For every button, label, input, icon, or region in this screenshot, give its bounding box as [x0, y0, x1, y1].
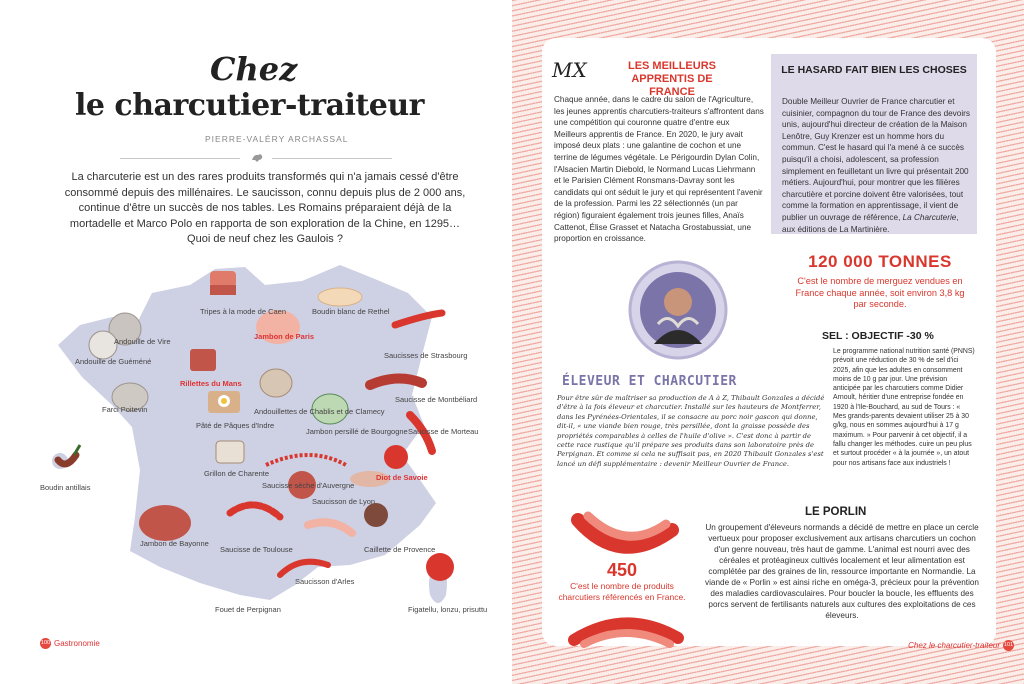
map-label-tripes: Tripes à la mode de Caen: [200, 307, 287, 316]
divider-right: [272, 158, 392, 159]
map-label-jambon-paris: Jambon de Paris: [254, 332, 315, 341]
france-map: [40, 255, 488, 635]
sausage-illustration-bottom: [566, 614, 686, 648]
stat-merguez: [788, 252, 972, 311]
title-line-2: le charcutier-traiteur: [75, 88, 424, 123]
rooster-icon: [250, 152, 264, 163]
sel-title: SEL : OBJECTIF -30 %: [822, 330, 934, 342]
map-label-saucisse-montbeliard: Saucisse de Montbéliard: [395, 395, 478, 404]
map-label-rillettes-mans: Rillettes du Mans: [180, 379, 242, 388]
footer-section-left: Gastronomie: [54, 639, 100, 648]
eleveur-title: ÉLEVEUR ET CHARCUTIER: [562, 374, 737, 389]
hasard-text-main: Double Meilleur Ouvrier de France charcutier et cuisinier, compagnon du tour de France des devoirs unis, aujourd'hui directeur de création de la Maison Lenôtre, Guy Krenzer est un homme hors du commun. C'est le hasard qui l'a mené à ce succès puisqu'il a choisi, adolescent, sa profession simplement en feuilletant un livre qui présentait 200 métiers. Aujourd'hui, pour montrer que les filières charcutière et porcine doivent être valorisées, tout comme la formation en apprentissage, il vient de publier un ouvrage de référence,: [782, 97, 970, 222]
map-label-diot-savoie: Diot de Savoie: [376, 473, 428, 482]
map-label-jambon-persille: Jambon persillé de Bourgogne: [306, 427, 408, 436]
author-byline: PIERRE-VALÉRY ARCHASSAL: [205, 134, 349, 144]
footer-left: [40, 638, 100, 649]
hasard-text: [782, 96, 972, 235]
map-label-saucisses-strasbourg: Saucisses de Strasbourg: [384, 351, 468, 360]
map-label-farci-poitevin: Farci Poitevin: [102, 405, 148, 414]
title-line-1: Chez: [210, 50, 298, 88]
map-label-boudin-antillais: Boudin antillais: [40, 483, 91, 492]
map-label-pate-paques: Pâté de Pâques d'Indre: [196, 421, 275, 430]
sel-text: Le programme national nutrition santé (PNNS) prévoit une réduction de 30 % de sel d'ici 2025, afin que les adultes en consomment moins de 10 g par jour. Une prévision anticipée par les charcutiers comme Didier Arnoult, héritier d'une entreprise fondée en 1920 à l'Ile-Bouchard, au sud de Tours : « Mes grands-parents devaient utiliser 25 à 30 g/kg, nous en sommes aujourd'hui à 17 g maximum. » Pour parvenir à cet objectif, il a fallu changer les méthodes. cuire un peu plus et surtout procéder « à la journée », un atout pour nos artisans face aux industriels !: [833, 348, 975, 467]
right-page: [512, 0, 1024, 684]
map-label-figatellu: Figatellu, lonzu, prisuttu: [408, 605, 488, 614]
map-label-saucisse-auvergne: Saucisse sèche d'Auvergne: [262, 481, 355, 490]
map-label-saucisson-lyon: Saucisson de Lyon: [312, 497, 376, 506]
mx-logo: MX: [552, 58, 587, 82]
eleveur-text: Pour être sûr de maîtriser sa production de A à Z, Thibault Gonzales a décidé d'être à la fois éleveur et charcutier. Installé sur les hauteurs de Montferrer, dans les Pyrénées-Orientales, il se consacre au porc noir gascon qui donne, dit-il, « une viande bien rouge, très persillée, dont la graisse possède des propriétés comparables à celles de l'huile d'olive ». C'est donc à partir de cette race rustique qu'il prépare ses produits dans son laboratoire près de Perpignan. Et comme si cela ne suffisait pas, en 2020 Thibault Gonzales s'est lancé un défi supplémentaire : devenir Meilleur Ouvrier de France.: [557, 394, 825, 468]
hasard-book-title: La Charcuterie: [902, 212, 957, 222]
divider-left: [120, 158, 240, 159]
footer-right: [908, 640, 1014, 651]
map-label-saucisse-toulouse: Saucisse de Toulouse: [220, 545, 293, 554]
map-label-andouille-vire: Andouille de Vire: [114, 337, 171, 346]
stat-produits-value: 450: [606, 560, 638, 580]
map-label-caillette-provence: Caillette de Provence: [364, 545, 436, 554]
sausage-illustration-top: [570, 510, 680, 562]
map-label-saucisson-arles: Saucisson d'Arles: [295, 577, 355, 586]
map-label-fouet-perpignan: Fouet de Perpignan: [215, 605, 281, 614]
porlin-text: Un groupement d'éleveurs normands a décidé de mettre en place un cercle vertueux pour proposer exclusivement aux artisans charcutiers un cochon d'un genre nouveau, très haut de gamme. L'animal est nourri avec des céréales et protéagineux cultivés localement et leur alimentation est complétée par des graines de lin, ressource importante en Normandie. La viande de « Porlin » est ainsi riche en oméga-3, précieux pour la prévention des maladies cardiovasculaires. Pour boucler la boucle, les effluents des porcs servent de fertilisants naturels aux cultures des exploitations de ces éleveurs.: [705, 523, 979, 620]
porlin-title: LE PORLIN: [805, 506, 867, 518]
hasard-text-end: , aux éditions de La Martinière.: [782, 212, 959, 234]
footer-section-right: Chez le charcutier-traiteur: [908, 641, 1000, 650]
map-label-saucisse-morteau: Saucisse de Morteau: [408, 427, 479, 436]
meilleurs-apprentis-title: LES MEILLEURS APPRENTIS DE FRANCE: [627, 60, 716, 98]
stat-merguez-caption: C'est le nombre de merguez vendues en France chaque année, soit environ 3,8 kg par seconde.: [795, 276, 965, 309]
page-number-right: 101: [1003, 640, 1014, 651]
meilleurs-apprentis-text: Chaque année, dans le cadre du salon de l'Agriculture, les jeunes apprentis charcutiers-traiteurs s'affrontent dans une compétition qui couronne quatre d'entre eux Meilleurs apprentis de France. En 2020, le jury avait imposé deux plats : une galantine de cochon et une terrine de légumes végétale. Le Périgourdin Dylan Colin, l'Alsacien Martin Diebold, le Normand Lucas Liehrmann et le Parisien Clément Ronsmans-Davray sont les candidats qui ont séduit le jury et qui représentent l'avenir de la profession. Parmi les 22 sélectionnés (un par région) figuraient également trois jeunes filles, Anaïs Cattenot, Élise Grasset et Natacha Grostabussiat, une proportion en croissance.: [554, 95, 764, 244]
map-label-andouillettes: Andouillettes de Chablis et de Clamecy: [254, 407, 385, 416]
map-label-grillon-charente: Grillon de Charente: [204, 469, 270, 478]
intro-paragraph: La charcuterie est un des rares produits transformés qui n'a jamais cessé d'être consommé depuis des millénaires. Le saucisson, connu depuis plus de 2 000 ans, continue d'être un succès de nos tables. Les Romains préparaient déjà de la mortadelle et Marco Polo en rapporta de son exploration de la Chine, en 1295… Quoi de neuf chez les Gaulois ?: [64, 171, 466, 246]
map-label-andouille-guemene: Andouille de Guéméné: [75, 357, 152, 366]
stat-produits-caption: C'est le nombre de produits charcutiers référencés en France.: [558, 581, 686, 602]
map-label-boudin-blanc: Boudin blanc de Rethel: [312, 307, 390, 316]
page-number-left: 100: [40, 638, 51, 649]
hasard-title: LE HASARD FAIT BIEN LES CHOSES: [781, 64, 967, 76]
chef-portrait: [628, 260, 728, 360]
map-label-jambon-bayonne: Jambon de Bayonne: [140, 539, 209, 548]
stat-merguez-value: 120 000 TONNES: [808, 252, 952, 271]
stat-produits: [552, 560, 692, 602]
